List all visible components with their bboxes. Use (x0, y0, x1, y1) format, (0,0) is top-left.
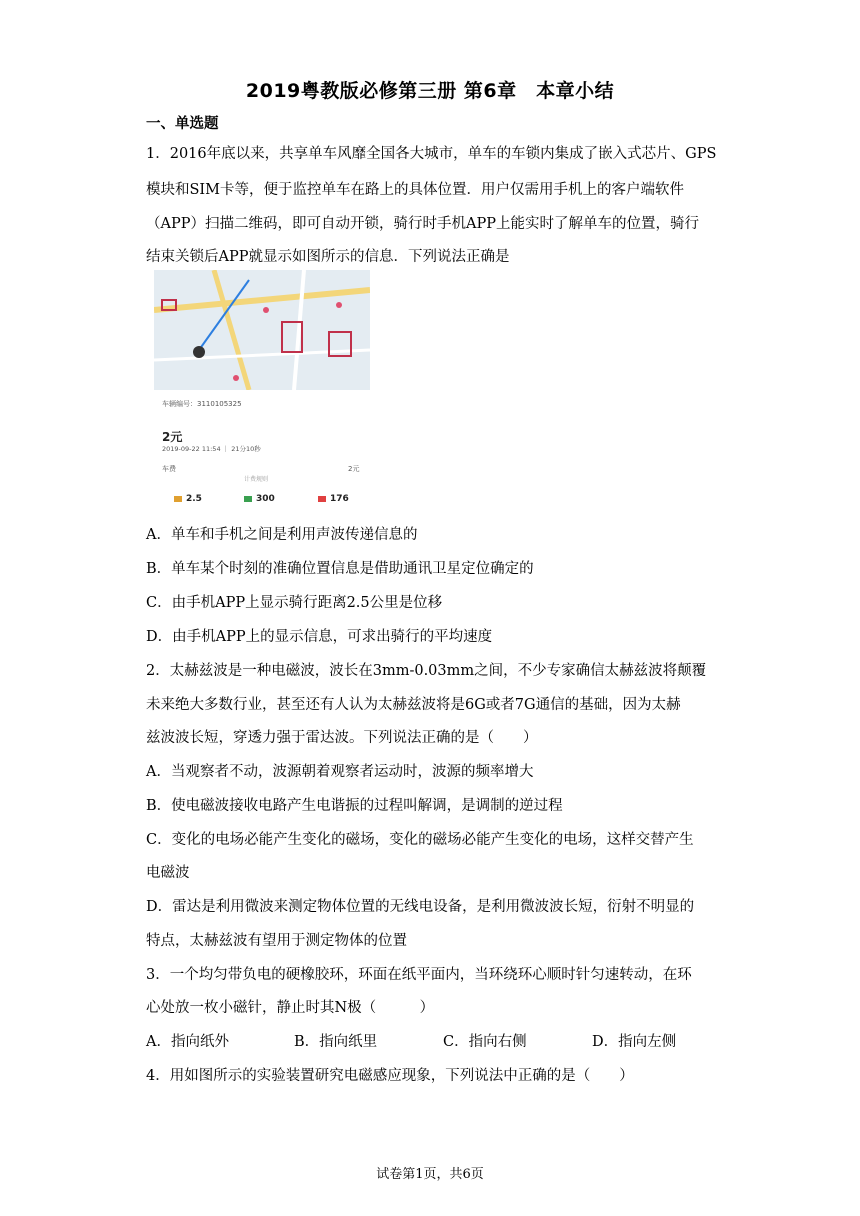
q2-line-1: 2．太赫兹波是一种电磁波，波长在3mm-0.03mm之间，不少专家确信太赫兹波将颠覆 (146, 663, 707, 679)
page-footer: 试卷第1页，共6页 (376, 1167, 484, 1182)
q1-line-1: 1．2016年底以来，共享单车风靡全国各大城市，单车的车锁内集成了嵌入式芯片、GPS (146, 146, 717, 162)
q1-option-b: B．单车某个时刻的准确位置信息是借助通讯卫星定位确定的 (146, 561, 534, 577)
q2-line-3: 兹波波长短，穿透力强于雷达波。下列说法正确的是（ ） (146, 730, 538, 746)
q2-option-d-cont: 特点，太赫兹波有望用于测定物体的位置 (146, 933, 407, 949)
q1-option-c: C．由手机APP上显示骑行距离2.5公里是位移 (146, 595, 443, 611)
q2-line-2: 未来绝大多数行业，甚至还有人认为太赫兹波将是6G或者7G通信的基础，因为太赫 (146, 697, 681, 713)
distance-icon (174, 496, 182, 502)
section-heading: 一、单选题 (146, 116, 219, 132)
carbon-icon (244, 496, 252, 502)
q2-option-c-cont: 电磁波 (146, 865, 190, 881)
q4-line-1: 4．用如图所示的实验装置研究电磁感应现象，下列说法中正确的是（ ） (146, 1068, 634, 1084)
stat-distance: 2.5 (186, 494, 202, 504)
q3-option-a: A．指向纸外 (146, 1034, 229, 1050)
q2-option-a: A．当观察者不动，波源朝着观察者运动时，波源的频率增大 (146, 764, 534, 780)
fee-rule-link[interactable]: 计费规则 (244, 476, 269, 483)
q1-option-d: D．由手机APP上的显示信息，可求出骑行的平均速度 (146, 629, 493, 645)
stat-carbon: 300 (256, 494, 275, 504)
bike-app-screenshot (152, 268, 372, 510)
q3-line-2: 心处放一枚小磁针，静止时其N极（ ） (146, 1000, 435, 1016)
q3-option-b: B．指向纸里 (294, 1034, 378, 1050)
q3-option-c: C．指向右侧 (443, 1034, 527, 1050)
ride-time: 2019-09-22 11:54 ｜ 21分10秒 (162, 445, 261, 453)
q1-line-3: （APP）扫描二维码，即可自动开锁，骑行时手机APP上能实时了解单车的位置，骑行 (146, 216, 699, 232)
q1-line-2: 模块和SIM卡等，便于监控单车在路上的具体位置．用户仅需用手机上的客户端软件 (146, 182, 685, 198)
calorie-icon (318, 496, 326, 502)
q3-options (146, 1030, 746, 1050)
stat-calorie: 176 (330, 494, 349, 504)
page-title: 2019粤教版必修第三册 第6章 本章小结 (245, 80, 615, 102)
q3-line-1: 3．一个均匀带负电的硬橡胶环，环面在纸平面内，当环绕环心顺时针匀速转动，在环 (146, 967, 692, 983)
fee-value: 2元 (348, 465, 360, 473)
q2-option-d: D．雷达是利用微波来测定物体位置的无线电设备，是利用微波波长短，衍射不明显的 (146, 899, 695, 915)
map-image (154, 270, 370, 390)
q1-line-4: 结束关锁后APP就显示如图所示的信息．下列说法正确是 (146, 249, 510, 265)
fee-label: 车费 (162, 465, 176, 473)
q2-option-c: C．变化的电场必能产生变化的磁场，变化的磁场必能产生变化的电场，这样交替产生 (146, 832, 694, 848)
ride-price: 2元 (162, 430, 183, 444)
q1-option-a: A．单车和手机之间是利用声波传递信息的 (146, 527, 418, 543)
q2-option-b: B．使电磁波接收电路产生电谐振的过程叫解调，是调制的逆过程 (146, 798, 563, 814)
bike-number: 车辆编号：3110105325 (162, 400, 242, 408)
q3-option-d: D．指向左侧 (592, 1034, 677, 1050)
